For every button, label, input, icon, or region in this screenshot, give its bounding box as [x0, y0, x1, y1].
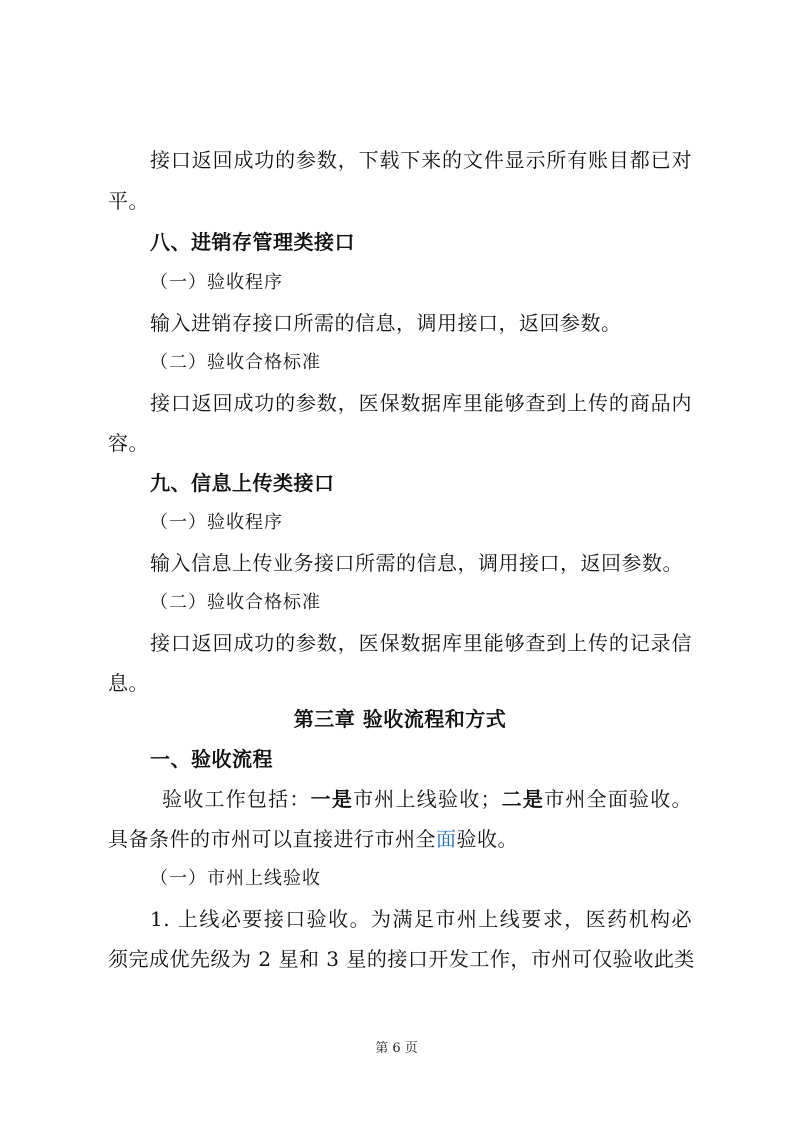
text-run: 验收。	[456, 827, 518, 851]
paragraph-line	[162, 784, 692, 814]
section-heading-8: 八、进销存管理类接口	[150, 230, 355, 254]
paragraph-line: 息。	[108, 671, 149, 695]
section-heading-1: 一、验收流程	[150, 747, 273, 771]
highlighted-text-run: 面	[436, 827, 457, 851]
text-run: 市州全面验收。	[544, 787, 693, 811]
subsection-heading: （二）验收合格标准	[150, 352, 321, 373]
paragraph-line: 接口返回成功的参数，医保数据库里能够查到上传的商品内	[150, 391, 692, 415]
text-run: 市州上线验收；	[353, 787, 501, 811]
section-heading-9: 九、信息上传类接口	[150, 471, 335, 495]
bold-text-run: 二是	[500, 787, 545, 811]
subsection-heading: （二）验收合格标准	[150, 592, 321, 613]
paragraph-line	[108, 824, 692, 854]
text-run: 验收工作包括：	[162, 787, 311, 811]
paragraph-line: 输入信息上传业务接口所需的信息，调用接口，返回参数。	[150, 551, 683, 575]
paragraph-line: 平。	[108, 189, 149, 213]
paragraph-line: 须完成优先级为 2 星和 3 星的接口开发工作，市州可仅验收此类	[108, 947, 695, 971]
text-run: 具备条件的市州可以直接进行市州全	[108, 827, 436, 851]
paragraph-line: 1. 上线必要接口验收。为满足市州上线要求，医药机构必	[150, 907, 692, 931]
paragraph-line: 容。	[108, 431, 149, 455]
chapter-title: 第三章 验收流程和方式	[293, 707, 507, 731]
paragraph-line: 接口返回成功的参数，医保数据库里能够查到上传的记录信	[150, 631, 692, 655]
subsection-heading: （一）验收程序	[150, 272, 283, 293]
bold-text-run: 一是	[310, 787, 354, 811]
paragraph-line: 接口返回成功的参数，下载下来的文件显示所有账目都已对	[150, 148, 692, 172]
subsection-heading: （一）市州上线验收	[150, 868, 321, 889]
page-number: 第 6 页	[375, 1041, 418, 1056]
subsection-heading: （一）验收程序	[150, 512, 283, 533]
paragraph-line: 输入进销存接口所需的信息，调用接口，返回参数。	[150, 311, 622, 335]
